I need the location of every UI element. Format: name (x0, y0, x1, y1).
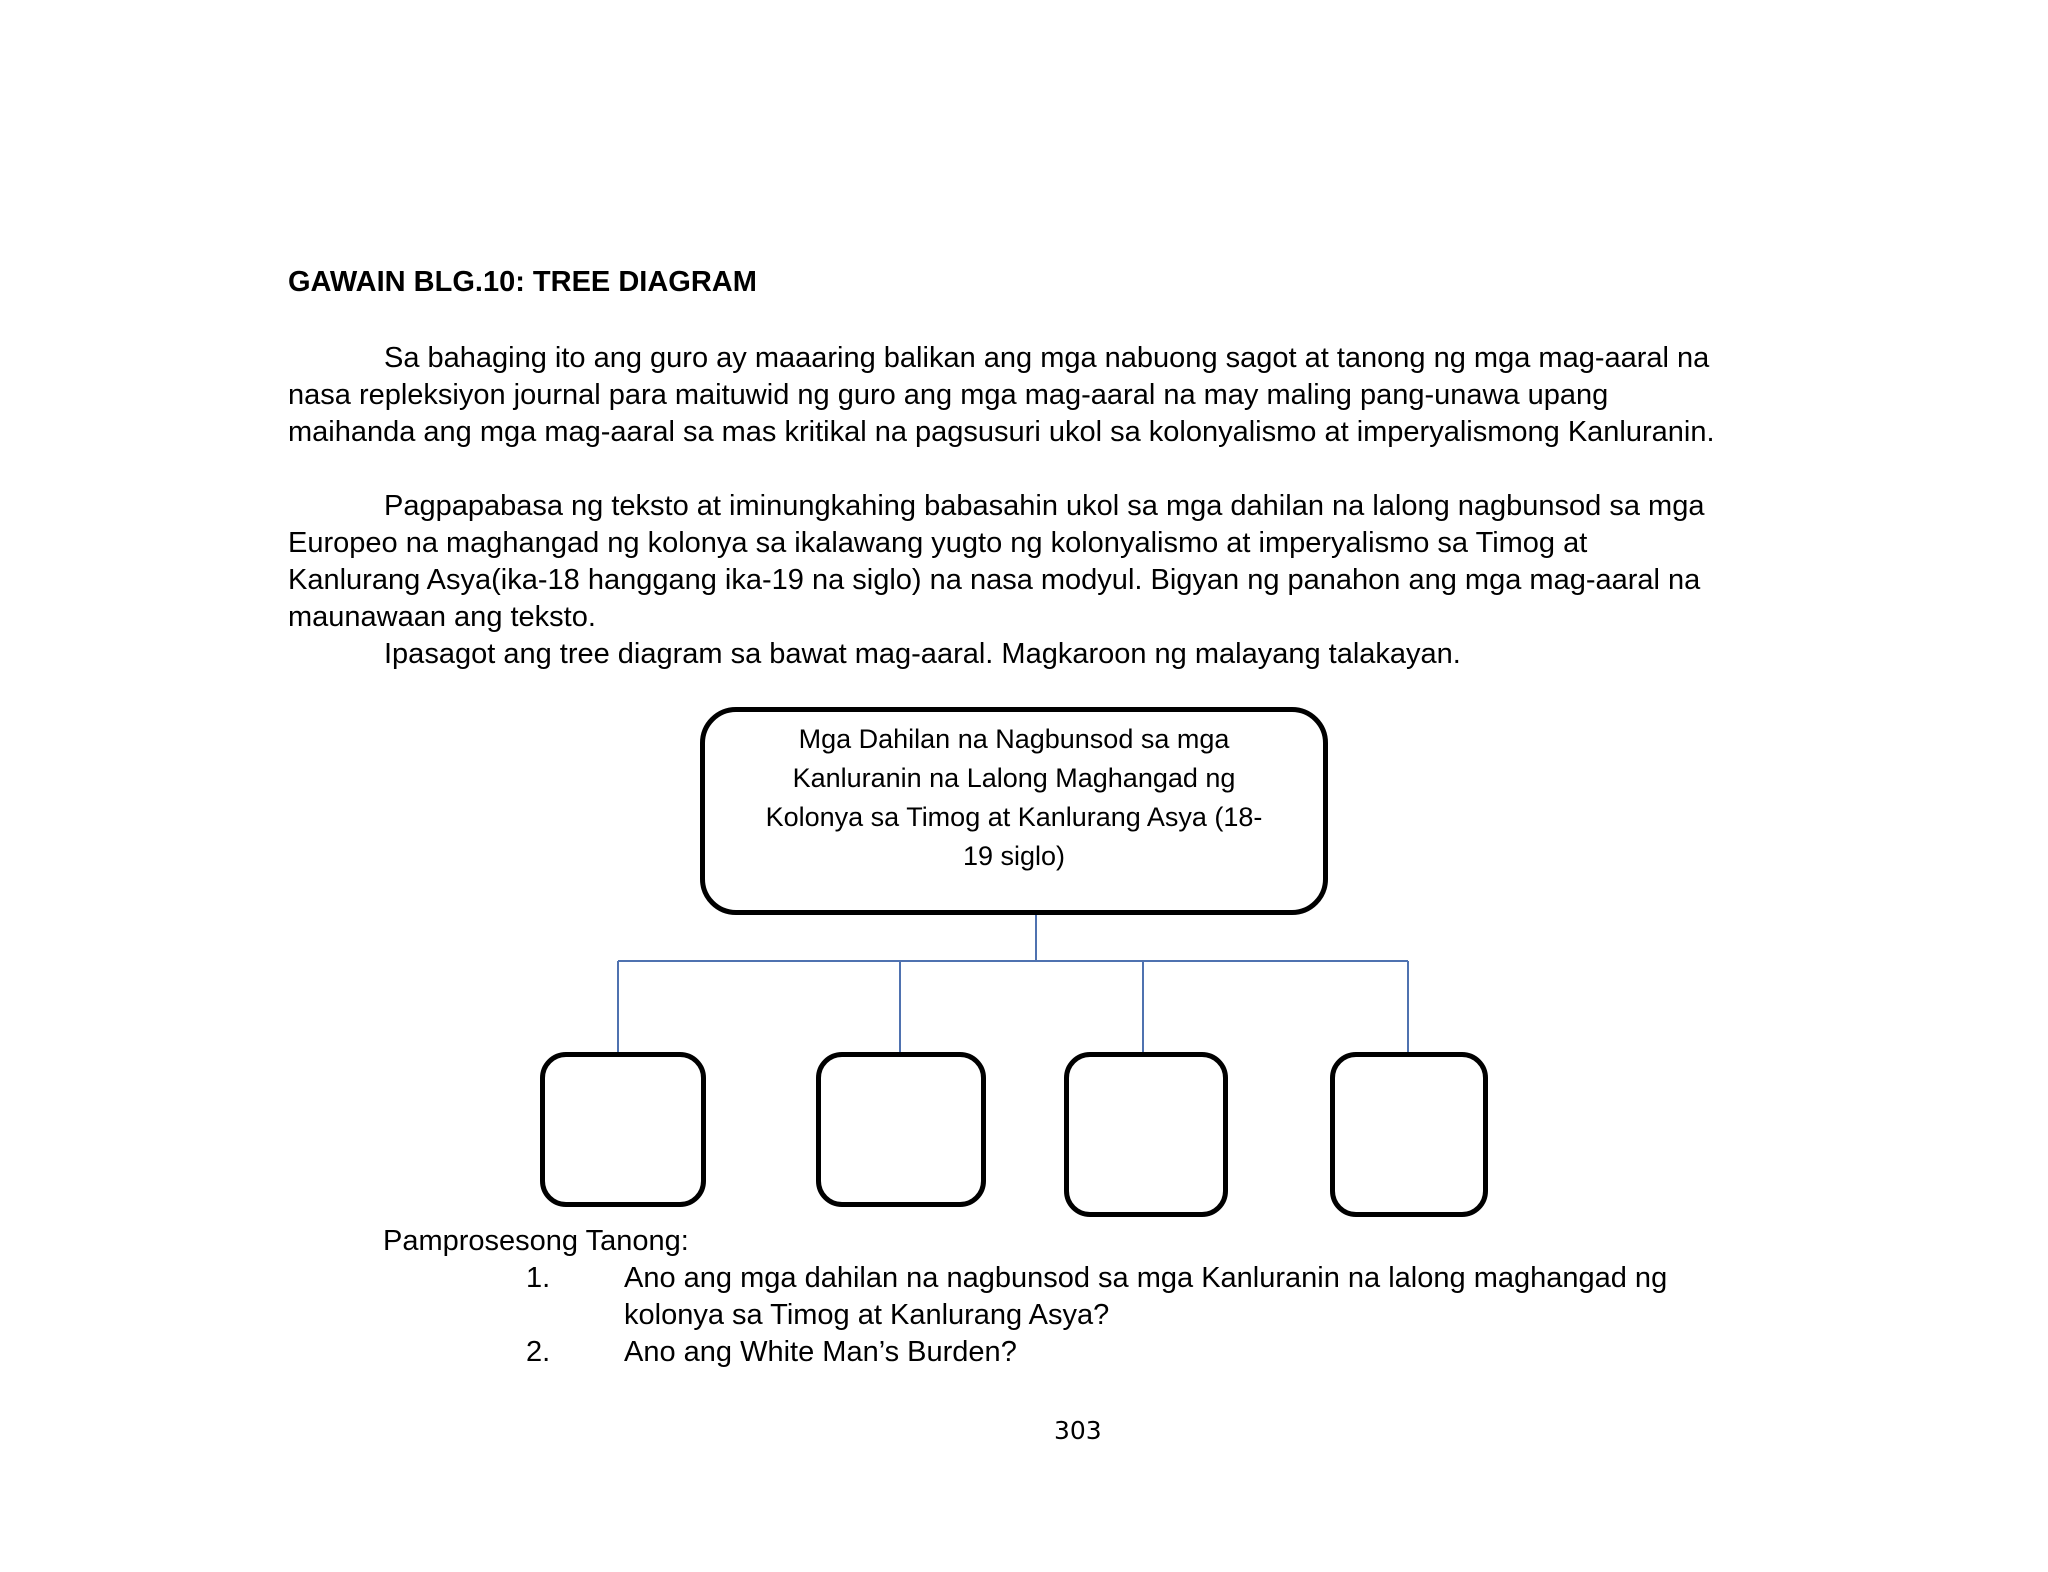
paragraph-line: Kanlurang Asya(ika-18 hanggang ika-19 na siglo) na nasa modyul. Bigyan ng panahon ang mga mag-aaral na (288, 564, 1701, 596)
instruction-paragraph-2 (288, 488, 1888, 636)
paragraph-line: maunawaan ang teksto. (288, 601, 596, 633)
processing-questions-list (526, 1260, 1926, 1371)
tree-root-text (734, 720, 1294, 876)
question-item (526, 1260, 1926, 1334)
question-number: 2. (526, 1336, 551, 1368)
tree-root-box (700, 707, 1328, 915)
root-text-line: Kanluranin na Lalong Maghangad ng (792, 763, 1236, 793)
root-text-line: Mga Dahilan na Nagbunsod sa mga (798, 724, 1230, 754)
paragraph-line: nasa repleksiyon journal para maituwid ng guro ang mga mag-aaral na may maling pang-unawa upang (288, 379, 1609, 411)
root-text-line: 19 siglo) (962, 841, 1066, 871)
question-number: 1. (526, 1262, 551, 1294)
tree-child-box-1[interactable] (540, 1052, 706, 1207)
tree-child-box-4[interactable] (1330, 1052, 1488, 1217)
processing-questions-title: Pamprosesong Tanong: (383, 1225, 689, 1257)
root-text-line: Kolonya sa Timog at Kanlurang Asya (18- (765, 802, 1263, 832)
paragraph-line: Sa bahaging ito ang guro ay maaaring balikan ang mga nabuong sagot at tanong ng mga mag-aaral na (384, 342, 1710, 374)
question-item (526, 1334, 1926, 1371)
instruction-paragraph-3 (288, 636, 1888, 673)
question-line: Ano ang White Man’s Burden? (624, 1336, 1017, 1368)
question-text (624, 1260, 1667, 1334)
instruction-paragraph-1 (288, 340, 1888, 451)
paragraph-line: maihanda ang mga mag-aaral sa mas kritikal na pagsusuri ukol sa kolonyalismo at imperyalismong Kanluranin. (288, 416, 1715, 448)
question-line: Ano ang mga dahilan na nagbunsod sa mga Kanluranin na lalong maghangad ng (624, 1262, 1668, 1294)
activity-heading: GAWAIN BLG.10: TREE DIAGRAM (288, 266, 757, 298)
question-line: kolonya sa Timog at Kanlurang Asya? (624, 1299, 1110, 1331)
tree-child-box-2[interactable] (816, 1052, 986, 1207)
page-number: 303 (1054, 1416, 1102, 1445)
tree-child-box-3[interactable] (1064, 1052, 1228, 1217)
question-text (624, 1334, 1017, 1371)
paragraph-line: Ipasagot ang tree diagram sa bawat mag-aaral. Magkaroon ng malayang talakayan. (384, 638, 1461, 670)
paragraph-line: Pagpapabasa ng teksto at iminungkahing babasahin ukol sa mga dahilan na lalong nagbunsod sa mga (384, 490, 1705, 522)
paragraph-line: Europeo na maghangad ng kolonya sa ikalawang yugto ng kolonyalismo at imperyalismo sa Timog at (288, 527, 1588, 559)
